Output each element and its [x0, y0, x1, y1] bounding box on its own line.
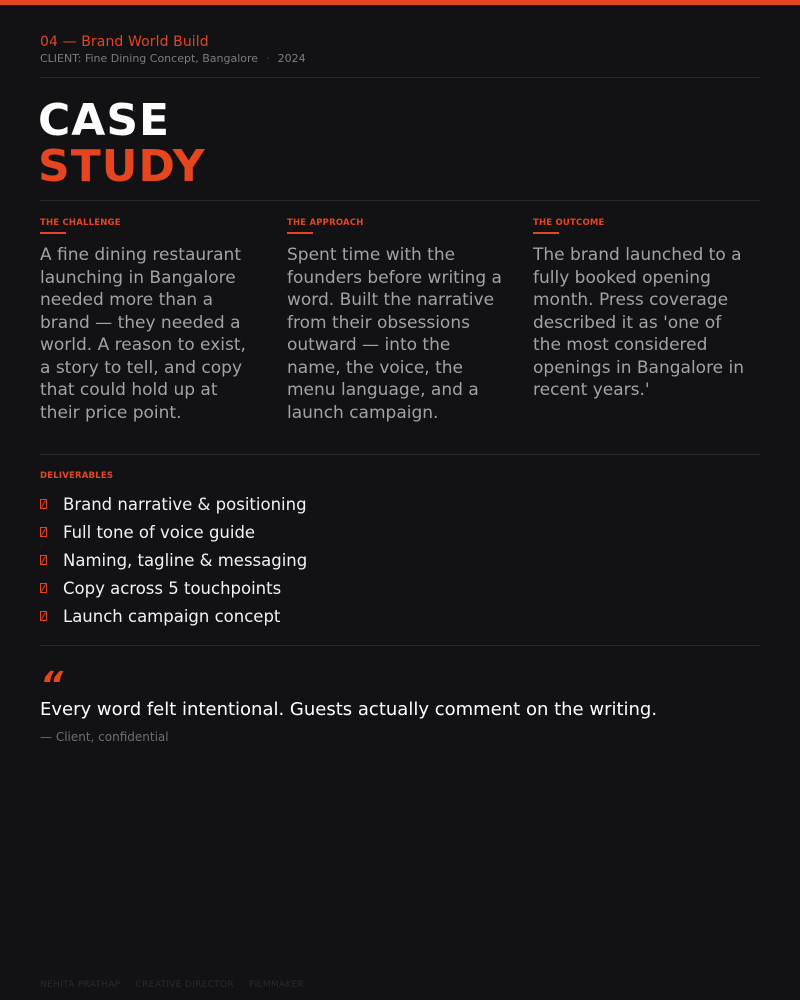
outcome-text: The brand launched to a fully booked opening month. Press coverage described it as 'one of the most considered openings in Bangalore in recent years.' — [533, 245, 745, 400]
section-kicker: 04 — Brand World Build — [40, 34, 209, 50]
header-divider — [40, 77, 760, 78]
client-line — [40, 52, 306, 65]
page-title — [38, 95, 206, 192]
client-separator: · — [266, 52, 270, 65]
challenge-column — [40, 218, 256, 424]
footer-separator: · — [126, 980, 130, 990]
deliverable-text: Launch campaign concept — [63, 606, 281, 626]
deliverable-text: Brand narrative & positioning — [63, 494, 307, 514]
approach-label: THE APPROACH — [287, 218, 364, 228]
outcome-column — [533, 218, 749, 402]
challenge-label: THE CHALLENGE — [40, 218, 121, 228]
approach-label-underline — [287, 232, 313, 234]
footer-separator: · — [239, 980, 244, 990]
bullet-icon — [40, 499, 47, 509]
list-item — [40, 518, 307, 546]
approach-column — [287, 218, 503, 424]
client-name: CLIENT: Fine Dining Concept, Bangalore — [40, 52, 259, 65]
challenge-text: A fine dining restaurant launching in Bangalore needed more than a brand — they needed a world. A reason to exist, a story to tell, and copy that could hold up at their price point. — [40, 245, 246, 423]
quote-attribution: — Client, confidential — [40, 730, 169, 744]
bullet-icon — [40, 611, 47, 621]
top-accent-bar — [0, 0, 800, 5]
deliverable-text: Full tone of voice guide — [63, 522, 256, 542]
footer — [40, 980, 304, 990]
deliverables-divider — [40, 645, 760, 646]
title-line-2: STUDY — [38, 141, 206, 192]
outcome-label-underline — [533, 232, 559, 234]
quote-mark-icon: “ — [40, 665, 64, 706]
list-item — [40, 574, 307, 602]
title-line-1: CASE — [38, 95, 171, 146]
project-year: 2024 — [277, 52, 306, 65]
approach-text: Spent time with the founders before writing a word. Built the narrative from their obsessions outward — into the name, the voice, the menu language, and a launch campaign. — [287, 245, 502, 423]
deliverables-label: DELIVERABLES — [40, 471, 114, 481]
deliverable-text: Naming, tagline & messaging — [63, 550, 308, 570]
bullet-icon — [40, 527, 47, 537]
columns-divider — [40, 454, 760, 455]
list-item — [40, 546, 307, 574]
title-divider — [40, 200, 760, 201]
bullet-icon — [40, 583, 47, 593]
deliverables-list — [40, 490, 307, 630]
list-item — [40, 602, 307, 630]
footer-role-1: CREATIVE DIRECTOR — [135, 980, 234, 990]
deliverable-text: Copy across 5 touchpoints — [63, 578, 282, 598]
footer-role-2: FILMMAKER — [249, 980, 305, 990]
footer-name: NEHITA PRATHAP — [40, 980, 121, 990]
testimonial-quote: Every word felt intentional. Guests actually comment on the writing. — [40, 699, 658, 720]
outcome-label: THE OUTCOME — [533, 218, 605, 228]
challenge-label-underline — [40, 232, 66, 234]
list-item — [40, 490, 307, 518]
bullet-icon — [40, 555, 47, 565]
